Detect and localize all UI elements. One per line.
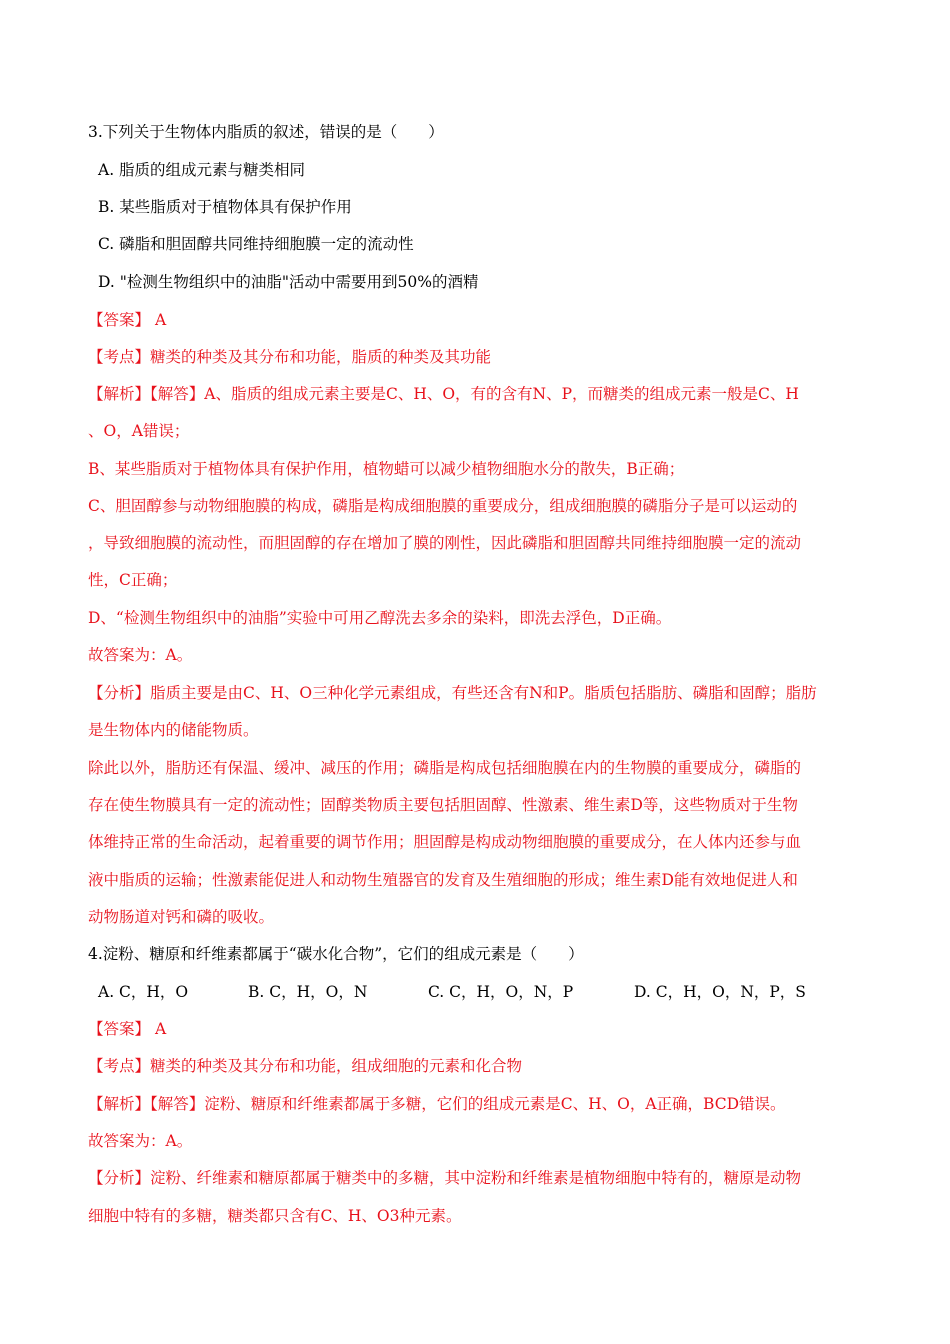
q4-conclusion: 故答案为：A。 bbox=[88, 1132, 193, 1150]
q3-jiexi-text-1: A、脂质的组成元素主要是C、H、O，有的含有N、P，而糖类的组成元素一般是C、H bbox=[204, 385, 799, 403]
q4-kaodian-tag: 【考点】 bbox=[88, 1057, 151, 1075]
q3-jiexi-line-7: D、“检测生物组织中的油脂”实验中可用乙醇洗去多余的染料，即洗去浮色，D正确。 bbox=[88, 609, 672, 627]
q3-jiexi-line-1 bbox=[88, 383, 868, 405]
q3-fenxi-line-1 bbox=[88, 682, 868, 704]
q3-stem: 3.下列关于生物体内脂质的叙述，错误的是（ ） bbox=[88, 123, 444, 141]
q4-stem: 4.淀粉、糖原和纤维素都属于“碳水化合物”，它们的组成元素是（ ） bbox=[88, 945, 584, 963]
q3-fenxi-line-7: 动物肠道对钙和磷的吸收。 bbox=[88, 908, 275, 926]
q3-jiexi-line-2: 、O，A错误； bbox=[88, 422, 190, 440]
q3-answer-tag: 【答案】 bbox=[88, 311, 151, 329]
q3-fenxi-line-6: 液中脂质的运输；性激素能促进人和动物生殖器官的发育及生殖细胞的形成；维生素D能有效地促进人和 bbox=[88, 871, 798, 889]
q4-answer-value: A bbox=[154, 1020, 167, 1038]
q4-option-d: D. C，H，O，N，P，S bbox=[634, 983, 806, 1001]
q3-option-a: A. 脂质的组成元素与糖类相同 bbox=[98, 161, 306, 179]
q3-jiexi-line-4: C、胆固醇参与动物细胞膜的构成，磷脂是构成细胞膜的重要成分，组成细胞膜的磷脂分子是可以运动的 bbox=[88, 497, 798, 515]
q3-jiexi-line-3: B、某些脂质对于植物体具有保护作用，植物蜡可以减少植物细胞水分的散失，B正确； bbox=[88, 460, 685, 478]
q4-answer-tag: 【答案】 bbox=[88, 1020, 151, 1038]
q4-fenxi-tag: 【分析】 bbox=[88, 1169, 151, 1187]
q3-fenxi-tag: 【分析】 bbox=[88, 684, 151, 702]
q4-fenxi-line-2: 细胞中特有的多糖，糖类都只含有C、H、O3种元素。 bbox=[88, 1207, 462, 1225]
q4-answer bbox=[88, 1018, 868, 1040]
q3-conclusion: 故答案为：A。 bbox=[88, 646, 193, 664]
q3-fenxi-text-1: 脂质主要是由C、H、O三种化学元素组成，有些还含有N和P。脂质包括脂肪、磷脂和固醇；脂肪 bbox=[150, 684, 817, 702]
q3-answer bbox=[88, 309, 868, 331]
q3-fenxi-line-5: 体维持正常的生命活动，起着重要的调节作用；胆固醇是构成动物细胞膜的重要成分，在人体内还参与血 bbox=[88, 833, 802, 851]
q4-kaodian bbox=[88, 1055, 868, 1077]
q3-jiexi-line-5: ，导致细胞膜的流动性，而胆固醇的存在增加了膜的刚性，因此磷脂和胆固醇共同维持细胞膜一定的流动 bbox=[88, 534, 802, 552]
q3-answer-value: A bbox=[154, 311, 167, 329]
q3-kaodian-tag: 【考点】 bbox=[88, 348, 151, 366]
q3-jiexi-tag: 【解析】【解答】 bbox=[88, 385, 205, 403]
q3-kaodian-text: 糖类的种类及其分布和功能，脂质的种类及其功能 bbox=[150, 348, 492, 366]
q3-fenxi-line-4: 存在使生物膜具有一定的流动性；固醇类物质主要包括胆固醇、性激素、维生素D等，这些物质对于生物 bbox=[88, 796, 798, 814]
q4-option-a: A. C，H，O bbox=[98, 983, 189, 1001]
q4-kaodian-text: 糖类的种类及其分布和功能，组成细胞的元素和化合物 bbox=[150, 1057, 523, 1075]
q4-option-c: C. C，H，O，N，P bbox=[428, 983, 574, 1001]
q4-jiexi-tag: 【解析】【解答】 bbox=[88, 1095, 205, 1113]
q3-option-c: C. 磷脂和胆固醇共同维持细胞膜一定的流动性 bbox=[98, 235, 414, 253]
q3-option-b: B. 某些脂质对于植物体具有保护作用 bbox=[98, 198, 352, 216]
q3-fenxi-line-2: 是生物体内的储能物质。 bbox=[88, 721, 259, 739]
q3-jiexi-line-6: 性，C正确； bbox=[88, 571, 178, 589]
q4-jiexi-line-1 bbox=[88, 1093, 868, 1115]
q3-option-d: D. "检测生物组织中的油脂"活动中需要用到50%的酒精 bbox=[98, 273, 479, 291]
q4-jiexi-text-1: 淀粉、糖原和纤维素都属于多糖，它们的组成元素是C、H、O，A正确，BCD错误。 bbox=[204, 1095, 786, 1113]
q4-fenxi-line-1 bbox=[88, 1167, 868, 1189]
q4-fenxi-text-1: 淀粉、纤维素和糖原都属于糖类中的多糖，其中淀粉和纤维素是植物细胞中特有的，糖原是动物 bbox=[150, 1169, 802, 1187]
q4-option-b: B. C，H，O，N bbox=[248, 983, 368, 1001]
q3-fenxi-line-3: 除此以外，脂肪还有保温、缓冲、减压的作用；磷脂是构成包括细胞膜在内的生物膜的重要成分，磷脂的 bbox=[88, 759, 802, 777]
q3-kaodian bbox=[88, 346, 868, 368]
